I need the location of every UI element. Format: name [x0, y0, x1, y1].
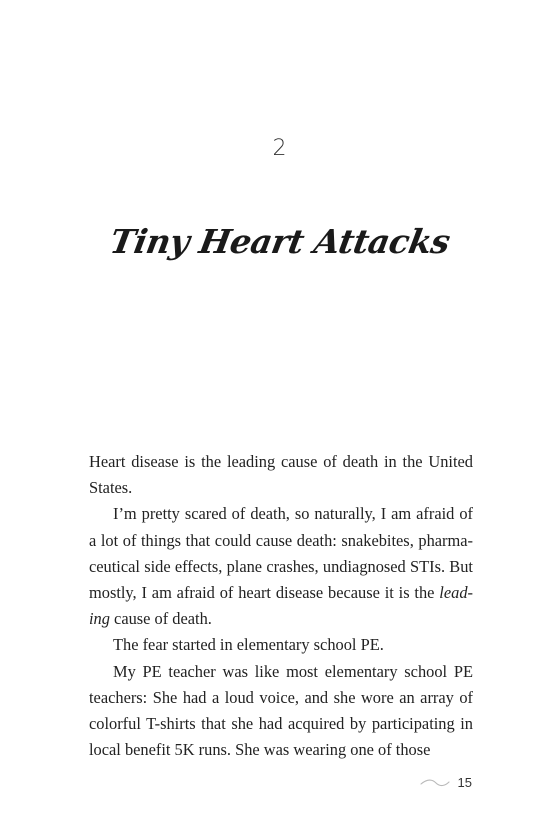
body-text: [89, 449, 473, 763]
paragraph-3: The fear started in elementary school PE.: [113, 635, 384, 655]
paragraph-4: My PE teacher was like most elementary school PE teachers: She had a loud voice, and she wore an array of colorful T-shirts that she had acquired by participating in local benefit 5K runs. She was wearing one of those: [89, 661, 473, 760]
page-footer: [420, 775, 472, 790]
paragraph-2-text-start: I’m pretty scared of death, so naturally, I am afraid of a lot of things that could cause death: snakebites, pharmaceutical side effects, plane crashes, undiagnosed STIs. But mostly, I am afraid of heart disease because it is the: [89, 504, 473, 603]
swash-ornament-icon: [420, 778, 450, 788]
chapter-number: 2: [272, 136, 288, 161]
paragraph-1: Heart disease is the leading cause of death in the United States.: [89, 452, 473, 498]
paragraph-2: [89, 501, 473, 632]
page-number: 15: [457, 775, 472, 790]
paragraph-2-text-end: cause of death.: [109, 609, 212, 629]
emphasis-leading: leading: [89, 583, 473, 629]
chapter-title: Tiny Heart Attacks: [107, 222, 453, 261]
